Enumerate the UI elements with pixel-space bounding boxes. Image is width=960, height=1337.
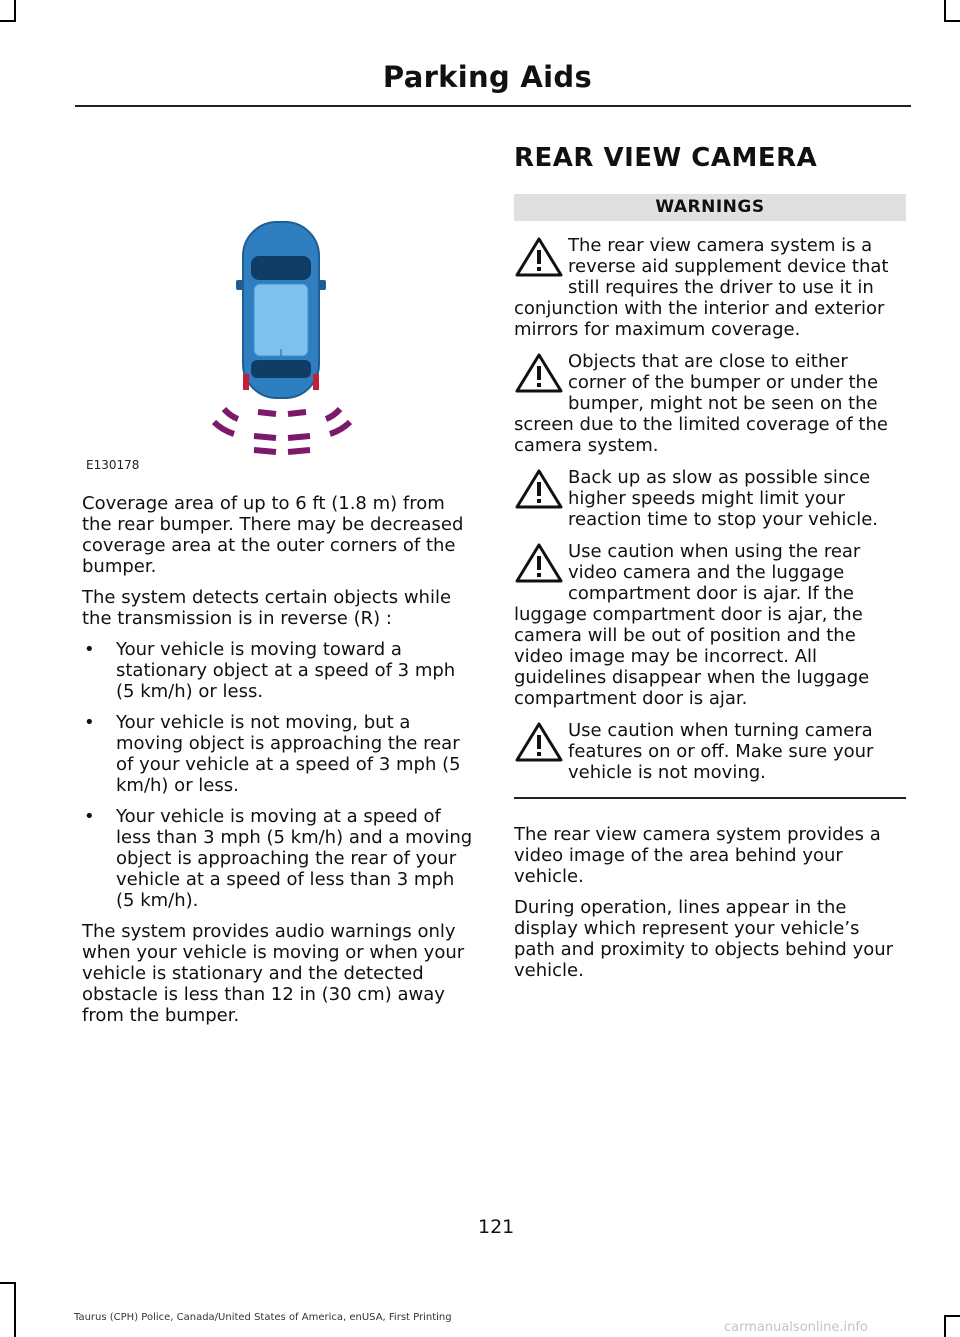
warning-item: [514, 467, 906, 530]
warning-triangle-icon: [514, 235, 564, 279]
warnings-heading: WARNINGS: [514, 194, 906, 221]
page-number: 121: [478, 1216, 515, 1238]
warning-item: [514, 351, 906, 456]
header-divider: [75, 105, 911, 107]
bullet-icon: •: [84, 639, 95, 660]
warning-item: [514, 235, 906, 340]
car-top-view-icon: [236, 222, 326, 398]
list-item-text: Your vehicle is not moving, but a moving object is approaching the rear of your vehicle at a speed of 3 mph (5 km/h) or less.: [116, 712, 461, 796]
body-paragraph: The system provides audio warnings only when your vehicle is moving or when your vehicle is stationary and the detected obstacle is less than 12 in (30 cm) away from the bumper.: [82, 921, 465, 1026]
warning-triangle-icon: [514, 467, 564, 511]
bullet-icon: •: [84, 806, 95, 827]
list-item: [82, 806, 476, 911]
crop-mark: [0, 1282, 16, 1284]
warning-text: The rear view camera system is a reverse aid supplement device that still requires the driver to use it in conjunction with the interior and exterior mirrors for maximum coverage.: [514, 235, 889, 340]
body-paragraph: Coverage area of up to 6 ft (1.8 m) from the rear bumper. There may be decreased coverage area at the outer corners of the bumper.: [82, 493, 464, 577]
list-item-text: Your vehicle is moving toward a stationary object at a speed of 3 mph (5 km/h) or less.: [116, 639, 456, 702]
warning-item: [514, 541, 906, 709]
warning-text: Back up as slow as possible since higher speeds might limit your reaction time to stop your vehicle.: [568, 467, 879, 530]
crop-mark: [14, 0, 16, 22]
crop-mark: [944, 0, 946, 22]
watermark: carmanualsonline.info: [724, 1320, 868, 1335]
crop-mark: [944, 20, 960, 22]
warning-triangle-icon: [514, 351, 564, 395]
crop-mark: [944, 1315, 960, 1317]
list-item-text: Your vehicle is moving at a speed of less than 3 mph (5 km/h) and a moving object is approaching the rear of your vehicle at a speed of less than 3 mph (5 km/h).: [116, 806, 473, 911]
warning-triangle-icon: [514, 720, 564, 764]
crop-mark: [944, 1315, 946, 1337]
body-paragraph: During operation, lines appear in the display which represent your vehicle’s path and proximity to objects behind your vehicle.: [514, 897, 894, 981]
left-column: [82, 493, 476, 1036]
warning-item: [514, 720, 906, 783]
body-paragraph: The system detects certain objects while the transmission is in reverse (R) :: [82, 587, 452, 629]
crop-mark: [14, 1282, 16, 1337]
page-title: Parking Aids: [382, 60, 592, 94]
warning-triangle-icon: [514, 541, 564, 585]
footer-text: Taurus (CPH) Police, Canada/United States of America, enUSA, First Printing: [74, 1312, 452, 1323]
parking-sensor-figure: [80, 214, 475, 476]
warning-text: Use caution when turning camera features on or off. Make sure your vehicle is not moving.: [568, 720, 874, 783]
sensor-arcs-icon: [214, 409, 350, 452]
right-column: [514, 140, 906, 991]
figure-id: E130178: [86, 458, 140, 472]
warnings-end-divider: [514, 797, 906, 799]
section-title: REAR VIEW CAMERA: [514, 143, 818, 173]
warning-text: Use caution when using the rear video camera and the luggage compartment door is ajar. If the luggage compartment door is ajar, the camera will be out of position and the video image may be incorrect. All guidelines disappear when the luggage compartment door is ajar.: [514, 541, 870, 709]
bullet-icon: •: [84, 712, 95, 733]
body-paragraph: The rear view camera system provides a video image of the area behind your vehicle.: [514, 824, 881, 887]
crop-mark: [0, 20, 16, 22]
list-item: [82, 712, 476, 796]
warning-text: Objects that are close to either corner of the bumper or under the bumper, might not be seen on the screen due to the limited coverage of the camera system.: [514, 351, 888, 456]
list-item: [82, 639, 476, 702]
